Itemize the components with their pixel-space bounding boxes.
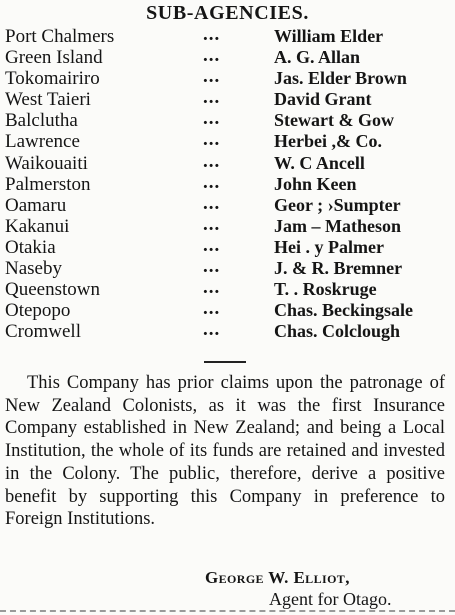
signature-name: George W. Elliot, [205, 568, 350, 587]
agency-row [5, 258, 450, 279]
agency-row [5, 171, 450, 195]
agency-agent: Geor ; ›Sumpter [274, 194, 401, 215]
agency-agent: Jam – Matheson [274, 215, 401, 236]
agency-row [5, 213, 450, 237]
leader-dots: ... [203, 277, 221, 299]
agency-agent: J. & R. Bremner [274, 258, 403, 279]
leader-dots: ... [203, 171, 221, 193]
agency-row [5, 110, 450, 131]
agency-agent: David Grant [274, 89, 372, 110]
section-divider [204, 361, 246, 363]
agency-place: Oamaru [5, 194, 67, 216]
leader-dots: ... [203, 45, 221, 67]
agency-agent: Herbei ,& Co. [274, 131, 382, 152]
notice-paragraph [5, 372, 445, 531]
agency-agent: W. C Ancell [274, 152, 365, 173]
agency-place: Green Island [5, 47, 103, 69]
signature-designation: Agent for Otago. [269, 589, 392, 609]
agency-row [5, 47, 450, 68]
agency-row [5, 192, 450, 216]
agency-agent: A. G. Allan [274, 47, 361, 68]
section-heading: SUB-AGENCIES. [146, 2, 309, 24]
agency-place: Palmerston [5, 173, 91, 195]
leader-dots: ... [203, 108, 221, 130]
leader-dots: ... [203, 298, 221, 320]
agency-place: Kakanui [5, 215, 70, 237]
leader-dots: ... [203, 213, 221, 235]
agency-place: Otakia [5, 236, 56, 258]
agency-place: Naseby [5, 258, 62, 280]
agency-row [5, 321, 450, 342]
agency-row [5, 150, 450, 174]
leader-dots: ... [203, 66, 221, 88]
notice-text: This Company has prior claims upon the patronage of New Zealand Colonists, as it was the first Insurance Company established in New Zealand; and being a Local Institution, the whole of its funds are retained and invested in the Colony. The public, therefore, derive a positive benefit by supporting this Company in preference to Foreign Institutions. [5, 373, 445, 530]
leader-dots: ... [203, 129, 221, 151]
clipping-bottom-edge [0, 610, 455, 612]
leader-dots: ... [203, 319, 221, 341]
agency-place: Queenstown [5, 279, 100, 301]
agency-place: Lawrence [5, 131, 80, 153]
agency-agent: Stewart & Gow [274, 110, 394, 131]
agency-agent: Hei . y Palmer [274, 236, 384, 257]
agency-row [5, 234, 450, 258]
leader-dots: ... [203, 150, 221, 172]
leader-dots: ... [203, 192, 221, 214]
leader-dots: ... [203, 24, 221, 45]
agency-agent: William Elder [274, 26, 384, 46]
agency-place: Tokomairiro [5, 68, 100, 90]
agency-place: Port Chalmers [5, 26, 115, 47]
agency-row [5, 26, 450, 47]
agency-place: Otepopo [5, 300, 71, 322]
agency-agent: T. . Roskruge [274, 279, 377, 300]
agency-row [5, 131, 450, 152]
agency-row [5, 300, 450, 321]
agency-row [5, 89, 450, 110]
agency-agent: Chas. Colclough [274, 321, 401, 342]
agency-place: West Taieri [5, 89, 91, 111]
leader-dots: ... [203, 256, 221, 278]
agency-place: Waikouaiti [5, 152, 88, 174]
leader-dots: ... [203, 87, 221, 109]
agency-place: Balclutha [5, 110, 78, 132]
sub-agency-list [5, 26, 450, 342]
agency-place: Cromwell [5, 321, 81, 343]
agency-row [5, 279, 450, 300]
agency-agent: John Keen [274, 173, 357, 194]
agency-agent: Chas. Beckingsale [274, 300, 414, 321]
agency-row [5, 68, 450, 89]
agency-agent: Jas. Elder Brown [274, 68, 407, 89]
leader-dots: ... [203, 234, 221, 256]
